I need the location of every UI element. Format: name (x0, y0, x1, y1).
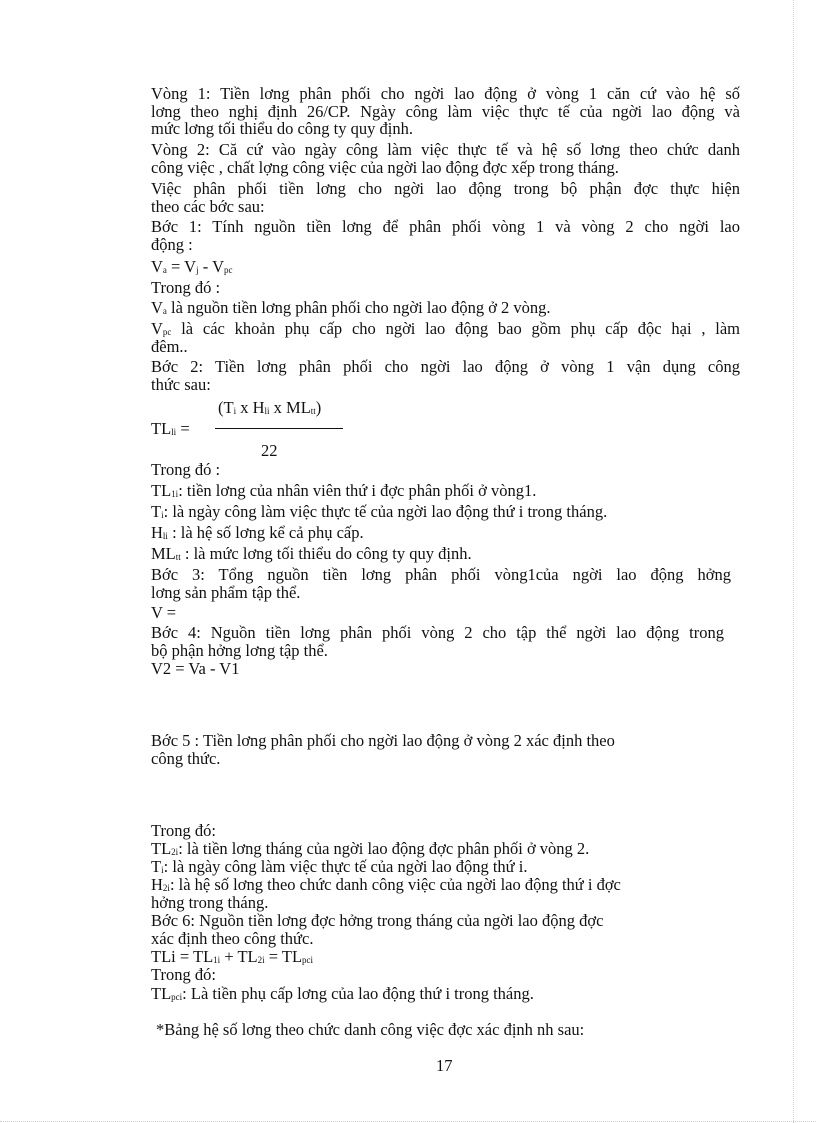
vong2-line-2: công việc , chất lợng công việc của ngời lao động đợc xếp trong tháng. (151, 158, 619, 177)
buoc3-line-2: lơng sản phẩm tập thể. (151, 583, 301, 602)
viec-line-1: Việc phân phối tiền lơng cho ngời lao động trong bộ phận đợc thực hiện (151, 179, 740, 198)
vong1-line-2: lơng theo nghị định 26/CP. Ngày công làm việc thực tế của ngời lao động và (151, 102, 740, 121)
def-tlpc: $TL_{pci}$: Là tiền phụ cấp lơng của lao động thứ i trong tháng. (151, 984, 534, 1003)
viec-line-2: theo các bớc sau: (151, 197, 265, 216)
v2-equation: V2 = Va - V1 (151, 659, 240, 678)
v-equation: V = (151, 603, 177, 622)
equation-tl: TLi = $TL_{1i} + TL_{2i} = TL_{pci}$ (151, 947, 314, 966)
fraction-bar (215, 428, 343, 429)
def-ml: $ML_{tt}$ : là mức lơng tối thiểu do công ty quy định. (151, 544, 472, 563)
bang-heading: *Bảng hệ số lơng theo chức danh công việc đợc xác định nh sau: (156, 1020, 585, 1039)
buoc6-line-2: xác định theo công thức. (151, 929, 314, 948)
def-h1: $H_{li}$ : là hệ số lơng kể cả phụ cấp. (151, 523, 364, 542)
def-ti: $T_i$: là ngày công làm việc thực tế của ngời lao động thứ i trong tháng. (151, 502, 608, 521)
def-va: $V_a$ là nguồn tiền lơng phân phối cho ngời lao động ở 2 vòng. (151, 298, 551, 317)
vong1-line-1: Vòng 1: Tiền lơng phân phối cho ngời lao động ở vòng 1 căn cứ vào hệ số (151, 84, 740, 103)
page-border-right (793, 0, 794, 1123)
trong-do-3: Trong đó: (151, 821, 216, 840)
formula-denominator: 22 (261, 441, 278, 460)
def-vpc: $V_{pc}$ là các khoản phụ cấp cho ngời lao động bao gồm phụ cấp độc hại , làm (151, 319, 740, 338)
page-border-bottom (0, 1121, 816, 1122)
buoc4-line-1: Bớc 4: Nguồn tiền lơng phân phối vòng 2 cho tập thể ngời lao động trong (151, 623, 724, 642)
trong-do-1: Trong đó : (151, 278, 221, 297)
vong2-line-1: Vòng 2: Că cứ vào ngày công làm việc thực tế và hệ số lơng theo chức danh (151, 140, 740, 159)
def-h2-cont: hởng trong tháng. (151, 893, 269, 912)
buoc3-line-1: Bớc 3: Tổng nguồn tiền lơng phân phối vòng1của ngời lao động hởng (151, 565, 731, 584)
formula-numerator: ($T_i$ x $H_{li}$ x $ML_{tt}$) (218, 398, 322, 417)
def-tl1: $TL_{1i}$: tiền lơng của nhân viên thứ i đợc phân phối ở vòng1. (151, 481, 537, 500)
buoc2-line-2: thức sau: (151, 375, 211, 394)
buoc5-line-2: công thức. (151, 749, 221, 768)
buoc1-line-1: Bớc 1: Tính nguồn tiền lơng để phân phối vòng 1 và vòng 2 cho ngời lao (151, 217, 740, 236)
buoc2-line-1: Bớc 2: Tiền lơng phân phối cho ngời lao động ở vòng 1 vận dụng công (151, 357, 740, 376)
def-tl2: $TL_{2i}$: là tiền lơng tháng của ngời lao động đợc phân phối ở vòng 2. (151, 839, 590, 858)
equation-va: $V_a = V_j - V_{pc}$ (151, 257, 233, 276)
vong1-line-3: mức lơng tối thiểu do công ty quy định. (151, 119, 413, 138)
buoc5-line-1: Bớc 5 : Tiền lơng phân phối cho ngời lao động ở vòng 2 xác định theo (151, 731, 615, 750)
page-number: 17 (436, 1056, 453, 1075)
def-vpc-cont: đêm.. (151, 337, 188, 356)
buoc1-line-2: động : (151, 235, 193, 254)
def-h2: $H_{2i}$: là hệ số lơng theo chức danh công việc của ngời lao động thứ i đợc (151, 875, 621, 894)
buoc4-line-2: bộ phận hởng lơng tập thể. (151, 641, 328, 660)
trong-do-2: Trong đó : (151, 460, 221, 479)
buoc6-line-1: Bớc 6: Nguồn tiền lơng đợc hởng trong tháng của ngời lao động đợc (151, 911, 604, 930)
trong-do-4: Trong đó: (151, 965, 216, 984)
formula-lhs: $TL_{li}$ = (151, 419, 190, 438)
def-ti2: $T_i$: là ngày công làm việc thực tế của ngời lao động thứ i. (151, 857, 528, 876)
